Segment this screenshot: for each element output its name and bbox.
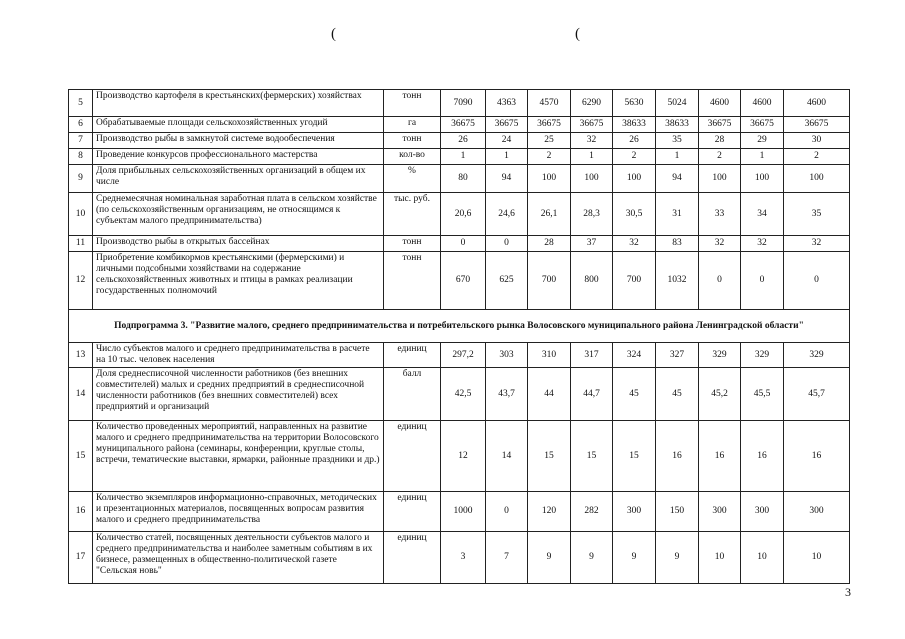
value-cell: 625: [486, 252, 528, 310]
table-row: [69, 117, 850, 133]
value-cell: 20,6: [441, 193, 486, 236]
value-cell: 0: [699, 252, 741, 310]
value-cell: 38633: [656, 117, 699, 133]
value-cell: 310: [528, 343, 571, 368]
value-cell: 28,3: [571, 193, 613, 236]
indicator-name: Обрабатываемые площади сельскохозяйственных угодий: [93, 117, 384, 133]
value-cell: 45: [656, 368, 699, 421]
unit-cell: тонн: [384, 236, 441, 252]
indicator-name: Приобретение комбикормов крестьянскими (фермерскими) и личными подсобными хозяйствами на содержание сельскохозяйственных животных и птицы в рамках реализации государственных полномочий: [93, 252, 384, 310]
value-cell: 4600: [741, 90, 784, 117]
value-cell: 1: [741, 149, 784, 165]
subprogram-title: Подпрограмма 3. "Развитие малого, среднего предпринимательства и потребительского рынка Волосовского муниципального района Ленинградской области": [69, 310, 850, 343]
value-cell: 94: [486, 165, 528, 193]
table-body-bottom: [69, 343, 850, 584]
value-cell: 6290: [571, 90, 613, 117]
value-cell: 3: [441, 532, 486, 584]
value-cell: 26,1: [528, 193, 571, 236]
value-cell: 83: [656, 236, 699, 252]
table-row: [69, 421, 850, 492]
table-row: [69, 252, 850, 310]
indicator-name: Среднемесячная номинальная заработная плата в сельском хозяйстве (по сельскохозяйственным организациям, не относящимся к субъектам малого предпринимательства): [93, 193, 384, 236]
value-cell: 7090: [441, 90, 486, 117]
value-cell: 324: [613, 343, 656, 368]
value-cell: 12: [441, 421, 486, 492]
unit-cell: тонн: [384, 90, 441, 117]
value-cell: 327: [656, 343, 699, 368]
value-cell: 9: [656, 532, 699, 584]
table-row: [69, 343, 850, 368]
value-cell: 36675: [784, 117, 850, 133]
unit-cell: %: [384, 165, 441, 193]
value-cell: 329: [784, 343, 850, 368]
value-cell: 16: [699, 421, 741, 492]
unit-cell: единиц: [384, 492, 441, 532]
value-cell: 36675: [486, 117, 528, 133]
row-number: 5: [69, 90, 93, 117]
value-cell: 24,6: [486, 193, 528, 236]
value-cell: 45,7: [784, 368, 850, 421]
row-number: 8: [69, 149, 93, 165]
table-body-top: [69, 90, 850, 310]
value-cell: 15: [528, 421, 571, 492]
table-row: [69, 133, 850, 149]
value-cell: 1000: [441, 492, 486, 532]
value-cell: 28: [528, 236, 571, 252]
value-cell: 14: [486, 421, 528, 492]
row-number: 14: [69, 368, 93, 421]
unit-cell: кол-во: [384, 149, 441, 165]
indicator-name: Производство картофеля в крестьянских(фермерских) хозяйствах: [93, 90, 384, 117]
value-cell: 317: [571, 343, 613, 368]
indicator-name: Количество экземпляров информационно-справочных, методических и презентационных материалов, посвященных вопросам развития малого и среднего предпринимательства: [93, 492, 384, 532]
value-cell: 282: [571, 492, 613, 532]
value-cell: 670: [441, 252, 486, 310]
table-row: [69, 532, 850, 584]
value-cell: 700: [613, 252, 656, 310]
value-cell: 15: [613, 421, 656, 492]
value-cell: 4600: [699, 90, 741, 117]
value-cell: 100: [784, 165, 850, 193]
row-number: 11: [69, 236, 93, 252]
value-cell: 0: [784, 252, 850, 310]
row-number: 10: [69, 193, 93, 236]
value-cell: 9: [571, 532, 613, 584]
value-cell: 800: [571, 252, 613, 310]
indicator-name: Количество статей, посвященных деятельности субъектов малого и среднего предпринимательства и наиболее заметным событиям в их бизнесе, размещенных в общественно-политической газете "Сельская новь": [93, 532, 384, 584]
value-cell: 36675: [699, 117, 741, 133]
value-cell: 33: [699, 193, 741, 236]
indicators-table: [68, 89, 850, 584]
indicator-name: Производство рыбы в открытых бассейнах: [93, 236, 384, 252]
value-cell: 0: [741, 252, 784, 310]
value-cell: 2: [528, 149, 571, 165]
value-cell: 2: [699, 149, 741, 165]
value-cell: 300: [613, 492, 656, 532]
row-number: 12: [69, 252, 93, 310]
value-cell: 45,5: [741, 368, 784, 421]
value-cell: 1032: [656, 252, 699, 310]
table-row: [69, 193, 850, 236]
value-cell: 5630: [613, 90, 656, 117]
unit-cell: единиц: [384, 532, 441, 584]
value-cell: 2: [613, 149, 656, 165]
indicator-name: Производство рыбы в замкнутой системе водообеспечения: [93, 133, 384, 149]
value-cell: 34: [741, 193, 784, 236]
value-cell: 32: [699, 236, 741, 252]
value-cell: 44,7: [571, 368, 613, 421]
value-cell: 10: [699, 532, 741, 584]
value-cell: 32: [741, 236, 784, 252]
value-cell: 10: [784, 532, 850, 584]
value-cell: 297,2: [441, 343, 486, 368]
value-cell: 35: [656, 133, 699, 149]
value-cell: 35: [784, 193, 850, 236]
value-cell: 36675: [441, 117, 486, 133]
value-cell: 300: [741, 492, 784, 532]
value-cell: 4600: [784, 90, 850, 117]
value-cell: 1: [486, 149, 528, 165]
value-cell: 26: [613, 133, 656, 149]
value-cell: 25: [528, 133, 571, 149]
unit-cell: тонн: [384, 252, 441, 310]
unit-cell: единиц: [384, 421, 441, 492]
value-cell: 4570: [528, 90, 571, 117]
value-cell: 24: [486, 133, 528, 149]
value-cell: 100: [571, 165, 613, 193]
unit-cell: тыс. руб.: [384, 193, 441, 236]
row-number: 9: [69, 165, 93, 193]
unit-cell: тонн: [384, 133, 441, 149]
value-cell: 0: [441, 236, 486, 252]
value-cell: 94: [656, 165, 699, 193]
value-cell: 36675: [571, 117, 613, 133]
row-number: 17: [69, 532, 93, 584]
value-cell: 37: [571, 236, 613, 252]
subprogram-row: [69, 310, 850, 343]
value-cell: 9: [528, 532, 571, 584]
value-cell: 329: [699, 343, 741, 368]
value-cell: 1: [571, 149, 613, 165]
value-cell: 5024: [656, 90, 699, 117]
value-cell: 120: [528, 492, 571, 532]
row-number: 16: [69, 492, 93, 532]
value-cell: 28: [699, 133, 741, 149]
value-cell: 329: [741, 343, 784, 368]
unit-cell: единиц: [384, 343, 441, 368]
value-cell: 30: [784, 133, 850, 149]
value-cell: 32: [784, 236, 850, 252]
value-cell: 15: [571, 421, 613, 492]
value-cell: 38633: [613, 117, 656, 133]
table-row: [69, 149, 850, 165]
value-cell: 150: [656, 492, 699, 532]
indicator-name: Доля прибыльных сельскохозяйственных организаций в общем их числе: [93, 165, 384, 193]
value-cell: 300: [699, 492, 741, 532]
unit-cell: балл: [384, 368, 441, 421]
row-number: 6: [69, 117, 93, 133]
indicator-name: Доля среднесписочной численности работников (без внешних совместителей) малых и средних предприятий в среднесписочной численности работников (без внешних совместителей) всех предприятий и организаций: [93, 368, 384, 421]
subprogram-header: [69, 310, 850, 343]
value-cell: 36675: [528, 117, 571, 133]
page-number: 3: [845, 585, 851, 599]
value-cell: 31: [656, 193, 699, 236]
top-mark-left: (: [331, 26, 336, 42]
value-cell: 36675: [741, 117, 784, 133]
row-number: 13: [69, 343, 93, 368]
value-cell: 10: [741, 532, 784, 584]
value-cell: 7: [486, 532, 528, 584]
value-cell: 100: [699, 165, 741, 193]
value-cell: 100: [613, 165, 656, 193]
value-cell: 32: [571, 133, 613, 149]
value-cell: 700: [528, 252, 571, 310]
row-number: 7: [69, 133, 93, 149]
value-cell: 45,2: [699, 368, 741, 421]
unit-cell: га: [384, 117, 441, 133]
value-cell: 45: [613, 368, 656, 421]
value-cell: 32: [613, 236, 656, 252]
value-cell: 4363: [486, 90, 528, 117]
row-number: 15: [69, 421, 93, 492]
value-cell: 1: [656, 149, 699, 165]
value-cell: 300: [784, 492, 850, 532]
value-cell: 29: [741, 133, 784, 149]
indicator-name: Количество проведенных мероприятий, направленных на развитие малого и среднего предпринимательства на территории Волосовского муниципального района (семинары, конференции, круглые столы, встречи, тематические выставки, ярмарки, районные праздники и др.): [93, 421, 384, 492]
value-cell: 42,5: [441, 368, 486, 421]
table-row: [69, 236, 850, 252]
table-row: [69, 368, 850, 421]
value-cell: 9: [613, 532, 656, 584]
indicator-name: Проведение конкурсов профессионального мастерства: [93, 149, 384, 165]
value-cell: 0: [486, 236, 528, 252]
value-cell: 80: [441, 165, 486, 193]
value-cell: 30,5: [613, 193, 656, 236]
value-cell: 44: [528, 368, 571, 421]
value-cell: 43,7: [486, 368, 528, 421]
table-row: [69, 165, 850, 193]
top-mark-right: (: [575, 26, 580, 42]
value-cell: 26: [441, 133, 486, 149]
value-cell: 100: [741, 165, 784, 193]
table-row: [69, 492, 850, 532]
value-cell: 16: [784, 421, 850, 492]
value-cell: 303: [486, 343, 528, 368]
value-cell: 100: [528, 165, 571, 193]
value-cell: 0: [486, 492, 528, 532]
value-cell: 1: [441, 149, 486, 165]
table-row: [69, 90, 850, 117]
indicator-name: Число субъектов малого и среднего предпринимательства в расчете на 10 тыс. человек населения: [93, 343, 384, 368]
value-cell: 16: [741, 421, 784, 492]
value-cell: 16: [656, 421, 699, 492]
value-cell: 2: [784, 149, 850, 165]
